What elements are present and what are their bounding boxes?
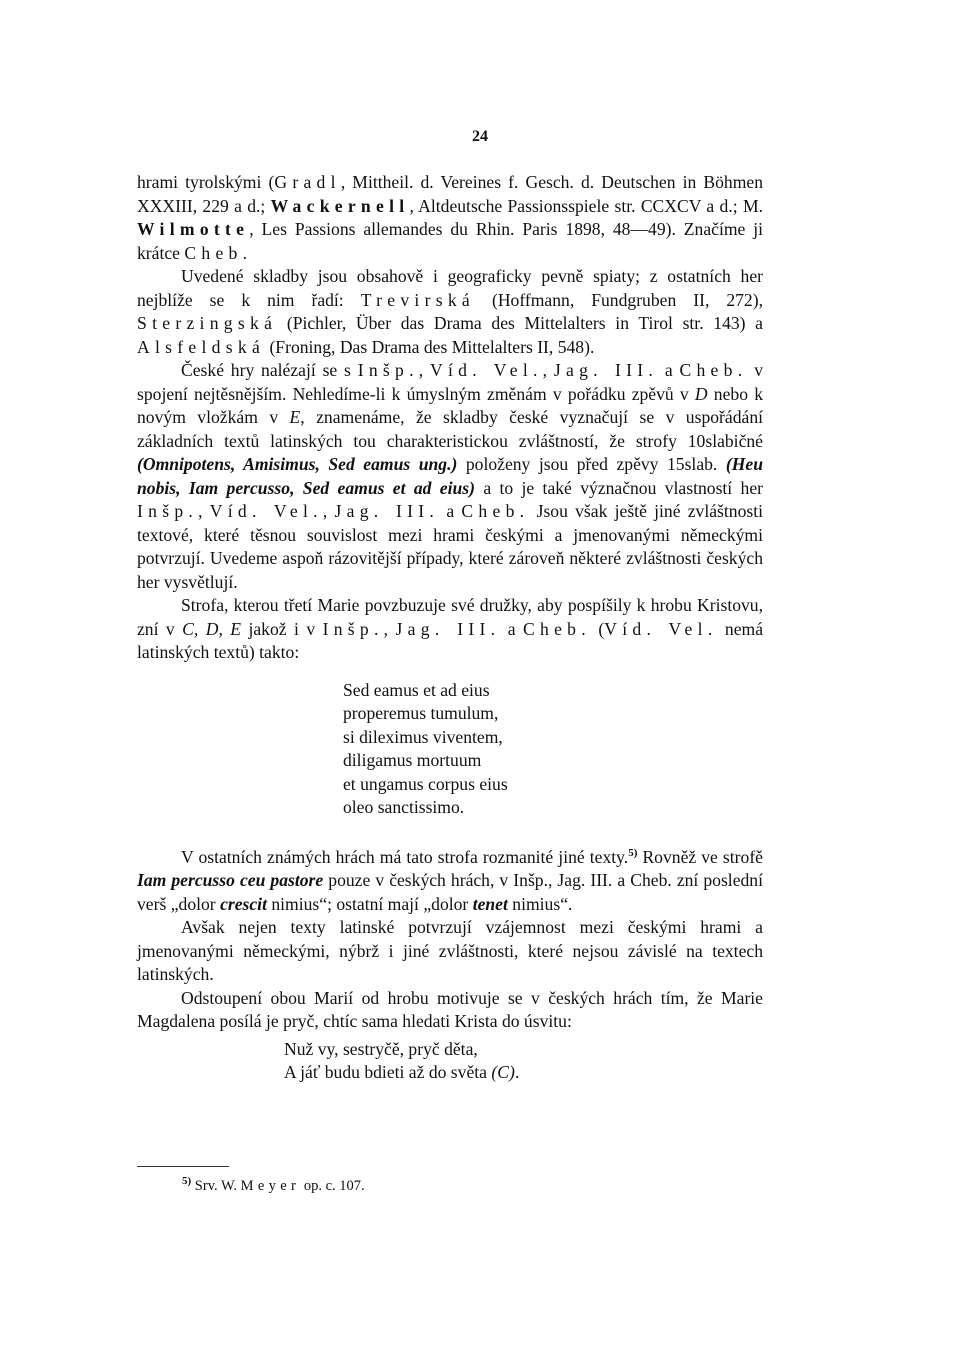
text-run: hrami tyrolskými ( [137,172,275,192]
body-text [137,171,763,1085]
author-name: Meyer [240,1178,301,1194]
text-run: a [500,618,523,639]
latin-incipit: (Heu nobis, Iam percusso, Sed eamus et ad eius) [137,454,763,498]
paragraph-6: Avšak nejen texty latinské potvrzují vzájemnost mezi českými hrami a jmenovanými německými, nýbrž i jiné zvláštnosti, které nejsou závislé na textech latinských. [137,917,763,984]
play-name: Trevirská [360,289,475,310]
text-run: (Hoffmann, Fundgruben II, 272), [475,289,763,310]
text-run: , [418,360,431,380]
text-run: ( [590,618,605,639]
footnote-divider [137,1166,229,1167]
play-name: Jag. III. [395,618,501,639]
text-run: , [322,501,335,521]
footnote-reference: 5) [628,846,638,859]
play-name: Inšp. [137,501,199,521]
play-name: Víd. Vel. [209,501,323,521]
text-run: Srv. W. [191,1178,241,1194]
verse-line: properemus tumulum, [343,703,499,723]
text-run: V ostatních známých hrách má tato strofa rozmanité jiné texty. [181,846,629,867]
verse-line [284,1061,763,1085]
text-run: v spojení nejtěsnějším. Nehledíme-li k úmyslným změnám v pořádku zpěvů v [137,360,764,404]
text-run: , Altdeutsche Passionsspiele str. CCXCV a d.; M. [409,195,763,216]
play-name: Cheb. [461,501,530,521]
verse-line: Sed eamus et ad eius [343,679,490,700]
manuscript-siglum: (C) [491,1062,515,1082]
footnote [182,1175,365,1195]
text-run: nimius“. [507,893,573,914]
author-name: Gradl [274,172,341,192]
manuscript-siglum: D [694,383,708,404]
play-name: Víd. Vel. [604,618,718,639]
text-run: , Les Passions allemandes du Rhin. Paris 1898, 48—49). Značíme ji krátce [137,219,763,263]
footnote-mark: 5) [182,1175,192,1188]
text-run: položeny jsou před zpěvy 15slab. [457,454,726,474]
text-run: nemá latinských textů) takto: [137,618,764,662]
manuscript-siglum: C, D, E [182,618,242,639]
play-name: Cheb. [679,360,748,380]
czech-verse-quote [284,1038,763,1085]
play-name: Sterzingská [137,313,278,333]
paragraph-7: Odstoupení obou Marií od hrobu motivuje se v českých hrách tím, že Marie Magdalena posílá je pryč, chtíc sama hledati Krista do úsvitu: [137,987,763,1031]
verse-line: si dileximus viventem, [343,726,503,747]
text-run: op. c. 107. [300,1178,365,1194]
text-run: nimius“; ostatní mají „dolor [266,893,473,914]
latin-incipit: (Omnipotens, Amisimus, Sed eamus ung.) [137,454,458,474]
verse-line: diligamus mortuum [343,750,482,770]
latin-word: crescit [220,893,267,914]
text-run: Uvedené skladby jsou obsahově i geograficky pevně spiaty; z ostatních her nejblíže se k nim řadí: [137,266,763,310]
text-run: (Pichler, Über das Drama des Mittelalters in Tirol str. 143) a [277,313,763,333]
text-run: , [198,501,210,521]
play-name: Inšp. [322,618,384,639]
paragraph-2 [137,265,763,359]
text-run: a to je také význačnou vlastností her [474,477,764,498]
text-run: České hry nalézají se s [181,360,358,380]
text-run: Jsou však ještě jiné zvláštnosti textové, které těsnou souvislost mezi hrami českými a jmenovanými německými potvrzují. Uvedeme aspoň rázovitější případy, které zároveň některé zvláštnosti českých her vysvětlují. [137,501,764,592]
text-run: pouze v českých hrách, v Inšp., Jag. III. a Cheb. zní poslední verš „dolor [137,870,763,914]
paragraph-4 [137,594,763,665]
text-run: (Froning, Das Drama des Mittelalters II, 548). [265,336,595,357]
text-run: Rovněž ve strofě [637,846,763,867]
play-name: Cheb. [522,618,591,639]
paragraph-3 [137,359,763,594]
text-run: A jáť budu bdieti až do světa [284,1062,492,1082]
paragraph-5 [137,846,763,917]
text-run: , Mittheil. d. Vereines f. Gesch. d. Deutschen in Böhmen XXXIII, 229 a d.; [137,172,764,216]
author-name: Wackernell [270,195,410,216]
text-run: a [439,501,462,521]
text-run: Strofa, kterou třetí Marie povzbuzuje své družky, aby pospíšily k hrobu Kristovu, zní v [137,595,763,639]
text-run: , znamenáme, že skladby české vyznačují se v uspořádání základních textů latinských tou charakteristickou zvláštností, že strofy 10slabičné [137,407,763,451]
play-name: Jag. III. [553,360,659,380]
play-name: Inšp. [357,360,419,380]
paragraph-1 [137,171,763,265]
text-run: , [383,618,396,639]
text-run: . [242,242,248,263]
latin-verse-quote [343,679,763,820]
text-run: nebo k novým vložkám v [137,383,763,427]
play-name: Víd. Vel. [430,360,543,380]
author-name: Wilmotte [137,219,250,239]
text-run: , [542,360,554,380]
manuscript-siglum: E [289,407,301,427]
play-name: Alsfeldská [137,336,266,357]
verse-line: Nuž vy, sestryčě, pryč děta, [284,1038,478,1059]
text-run: jakož i v [241,618,323,639]
verse-line: et ungamus corpus eius [343,773,508,794]
latin-incipit: Iam percusso ceu pastore [137,870,324,890]
verse-line: oleo sanctissimo. [343,797,465,817]
play-name: Cheb [184,242,243,263]
text-run: a [658,360,680,380]
play-name: Jag. III. [334,501,440,521]
text-run: . [514,1062,520,1082]
latin-word: tenet [472,893,508,914]
page-number: 24 [472,128,488,145]
